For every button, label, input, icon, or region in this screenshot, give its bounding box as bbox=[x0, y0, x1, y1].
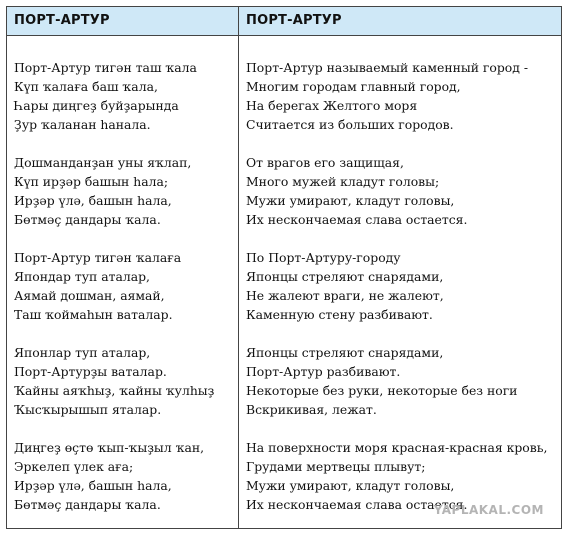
russian-translation-column bbox=[239, 36, 561, 528]
bashkir-verse-line: Диңгеҙ өҫтө ҡып-ҡыҙыл ҡан, bbox=[14, 440, 205, 455]
bashkir-stanza bbox=[14, 343, 238, 419]
bashkir-verse-line: Һары диңгеҙ буйҙарында bbox=[14, 98, 179, 113]
bashkir-verse-line: Порт-Артур тигән ҡалаға bbox=[14, 250, 182, 265]
russian-verse-line: Японцы стреляют снарядами, bbox=[246, 269, 444, 284]
russian-verse-line: На берегах Желтого моря bbox=[246, 98, 418, 113]
bashkir-verse-line: Япондар туп аталар, bbox=[14, 269, 150, 284]
bashkir-verse-line: Порт-Артур тигән таш ҡала bbox=[14, 60, 197, 75]
bashkir-verse-line: Ҙур ҡаланан һанала. bbox=[14, 117, 151, 132]
russian-verse-line: Порт-Артур разбивают. bbox=[246, 364, 401, 379]
header-right: ПОРТ-АРТУР bbox=[239, 7, 561, 36]
poem-table bbox=[6, 6, 562, 529]
russian-verse-line: Не жалеют враги, не жалеют, bbox=[246, 288, 444, 303]
russian-stanza bbox=[246, 58, 561, 134]
russian-verse-line: Многим городам главный город, bbox=[246, 79, 461, 94]
russian-verse-line: Грудами мертвецы плывут; bbox=[246, 459, 426, 474]
russian-verse-line: Каменную стену разбивают. bbox=[246, 307, 433, 322]
russian-verse-line: Мужи умирают, кладут головы, bbox=[246, 478, 455, 493]
bashkir-verse-line: Дошманданҙан уны яҡлап, bbox=[14, 155, 192, 170]
bashkir-stanza bbox=[14, 248, 238, 324]
site-watermark: YAPLAKAL.COM bbox=[433, 503, 544, 517]
russian-stanza bbox=[246, 248, 561, 324]
bashkir-verse-line: Порт-Артурҙы ваталар. bbox=[14, 364, 167, 379]
russian-verse-line: Вскрикивая, лежат. bbox=[246, 402, 377, 417]
russian-verse-line: Порт-Артур называемый каменный город - bbox=[246, 60, 529, 75]
bashkir-verse-line: Бөтмәҫ дандары ҡала. bbox=[14, 212, 161, 227]
russian-verse-line: От врагов его защищая, bbox=[246, 155, 404, 170]
bashkir-verse-line: Эркелеп үлек аға; bbox=[14, 459, 134, 474]
russian-verse-line: Японцы стреляют снарядами, bbox=[246, 345, 444, 360]
bashkir-verse-line: Күп ирҙәр башын һала; bbox=[14, 174, 169, 189]
bashkir-verse-line: Күп ҡалаға баш ҡала, bbox=[14, 79, 158, 94]
russian-verse-line: По Порт-Артуру-городу bbox=[246, 250, 401, 265]
russian-stanza bbox=[246, 343, 561, 419]
russian-verse-line: Их нескончаемая слава остается. bbox=[246, 212, 468, 227]
bashkir-verse-line: Аямай дошман, аямай, bbox=[14, 288, 165, 303]
russian-verse-line: Мужи умирают, кладут головы, bbox=[246, 193, 455, 208]
bashkir-verse-line: Ҡайны аяҡһыҙ, ҡайны ҡулһыҙ bbox=[14, 383, 215, 398]
bashkir-verse-line: Японлар туп аталар, bbox=[14, 345, 151, 360]
russian-verse-line: Их нескончаемая слава остается. bbox=[246, 497, 468, 512]
bashkir-verse-line: Ҡысҡырышып яталар. bbox=[14, 402, 162, 417]
bashkir-text-column bbox=[7, 36, 239, 528]
russian-verse-line: Некоторые без руки, некоторые без ноги bbox=[246, 383, 518, 398]
header-left: ПОРТ-АРТУР bbox=[7, 7, 239, 36]
bashkir-stanza bbox=[14, 438, 238, 514]
russian-verse-line: Много мужей кладут головы; bbox=[246, 174, 440, 189]
russian-stanza bbox=[246, 153, 561, 229]
bashkir-stanza bbox=[14, 153, 238, 229]
russian-verse-line: Считается из больших городов. bbox=[246, 117, 454, 132]
bashkir-verse-line: Таш ҡоймаһын ваталар. bbox=[14, 307, 173, 322]
bashkir-verse-line: Ирҙәр үлә, башын һала, bbox=[14, 193, 172, 208]
bashkir-verse-line: Бөтмәҫ дандары ҡала. bbox=[14, 497, 161, 512]
bashkir-stanza bbox=[14, 58, 238, 134]
russian-verse-line: На поверхности моря красная-красная кровь, bbox=[246, 440, 548, 455]
bashkir-verse-line: Ирҙәр үлә, башын һала, bbox=[14, 478, 172, 493]
